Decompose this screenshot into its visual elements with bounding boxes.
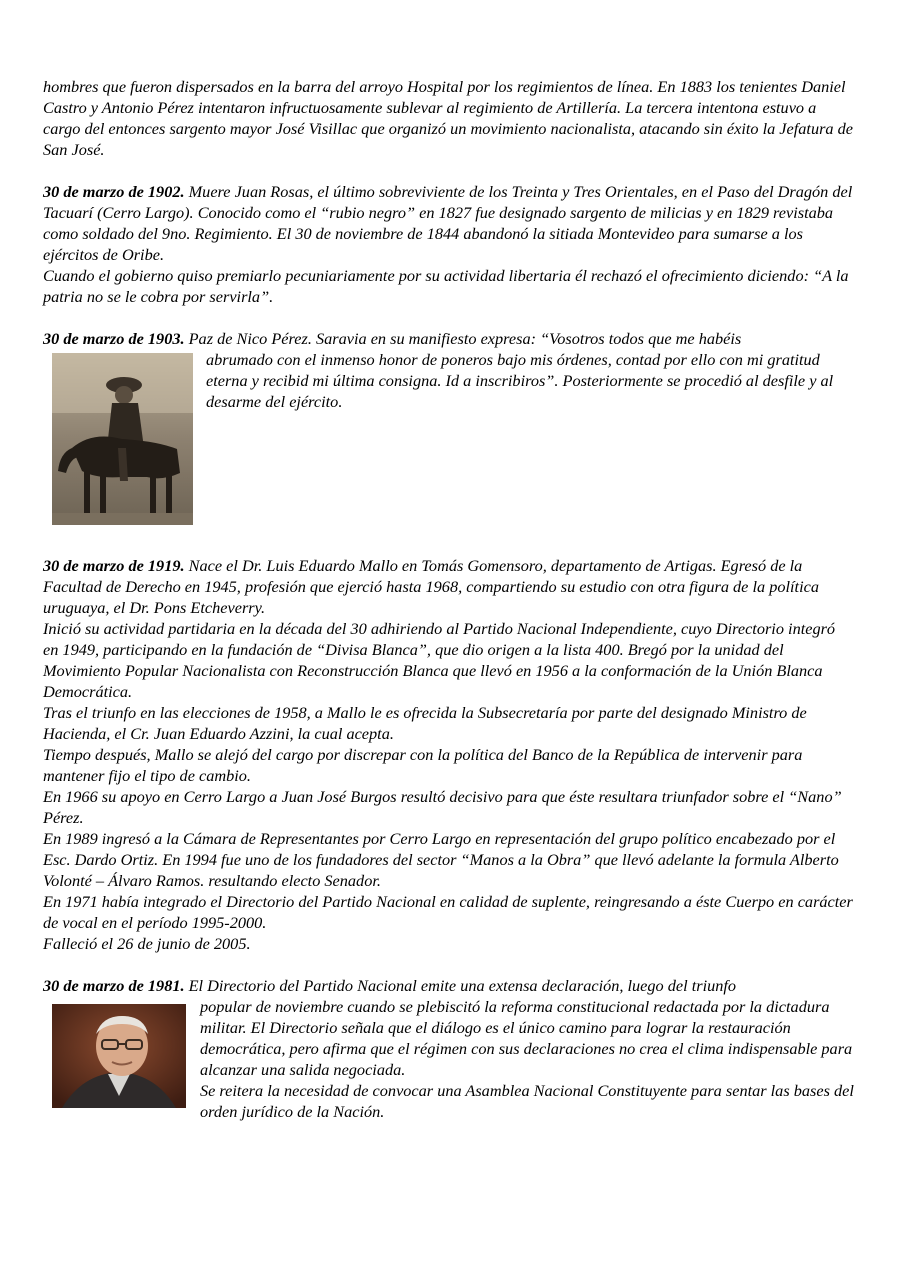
entry-1903 [43,328,853,349]
entry-paragraph: Cuando el gobierno quiso premiarlo pecuniariamente por su actividad libertaria él rechazó el ofrecimiento diciendo: “A la patria no se le cobra por servirla”. [43,266,849,306]
entry-paragraph: popular de noviembre cuando se plebiscitó la reforma constitucional redactada por la dictadura militar. El Directorio señala que el diálogo es el único camino para lograr la restauración democrática, pero afirma que el régimen con sus declaraciones no crea el clima indispensable para alcanzar una salida negociada. [200,997,853,1079]
paragraph-text: hombres que fueron dispersados en la barra del arroyo Hospital por los regimientos de línea. En 1883 los tenientes Daniel Castro y Antonio Pérez intentaron infructuosamente sublevar al regimiento de Artillería. La tercera intentona estuvo a cargo del entonces sargento mayor José Visillac que organizó un movimiento nacionalista, atacando sin éxito la Jefatura de San José. [43,77,854,159]
entry-paragraph [43,975,853,996]
entry-paragraph [43,181,853,265]
entry-1903-side-text [206,349,856,412]
entry-1981 [43,975,853,996]
entry-text: El Directorio del Partido Nacional emite una extensa declaración, luego del triunfo [184,976,737,995]
entry-paragraph [43,555,853,618]
entry-paragraph [43,328,853,349]
paragraph-continuation [43,76,853,160]
entry-1902 [43,181,853,307]
entry-paragraph: En 1966 su apoyo en Cerro Largo a Juan José Burgos resultó decisivo para que éste resultara triunfador sobre el “Nano” Pérez. [43,787,842,827]
entry-paragraph: En 1971 había integrado el Directorio del Partido Nacional en calidad de suplente, reingresando a éste Cuerpo en carácter de vocal en el período 1995-2000. [43,892,853,932]
entry-paragraph: Falleció el 26 de junio de 2005. [43,934,251,953]
horseman-photo [52,353,193,525]
entry-paragraph: En 1989 ingresó a la Cámara de Representantes por Cerro Largo en representación del grupo político encabezado por el Esc. Dardo Ortiz. En 1994 fue uno de los fundadores del sector “Manos a la Obra” que llevó adelante la formula Alberto Volonté – Álvaro Ramos. resultando electo Senador. [43,829,839,890]
entry-paragraph: Se reitera la necesidad de convocar una Asamblea Nacional Constituyente para sentar las bases del orden jurídico de la Nación. [200,1081,854,1121]
entry-date: 30 de marzo de 1919. [43,556,185,575]
entry-text: Paz de Nico Pérez. Saravia en su manifiesto expresa: “Vosotros todos que me habéis [184,329,742,348]
entry-date: 30 de marzo de 1981. [43,976,185,995]
entry-date: 30 de marzo de 1903. [43,329,185,348]
entry-paragraph: abrumado con el inmenso honor de poneros bajo mis órdenes, contad por ello con mi gratitud eterna y recibid mi última consigna. Id a inscribiros”. Posteriormente se procedió al desfile y al desarme del ejército. [206,350,834,411]
entry-date: 30 de marzo de 1902. [43,182,185,201]
entry-text: Muere Juan Rosas, el último sobreviviente de los Treinta y Tres Orientales, en el Paso del Dragón del Tacuarí (Cerro Largo). Conocido como el “rubio negro” en 1827 fue designado sargento de milicias y en 1829 revistaba como soldado del 9no. Regimiento. El 30 de noviembre de 1844 abandonó la sitiada Montevideo para sumarse a los ejércitos de Oribe. [43,182,853,264]
portrait-photo [52,1004,186,1108]
entry-1981-side-text [200,996,856,1122]
entry-paragraph: Tras el triunfo en las elecciones de 1958, a Mallo le es ofrecida la Subsecretaría por parte del designado Ministro de Hacienda, el Cr. Juan Eduardo Azzini, la cual acepta. [43,703,807,743]
entry-paragraph: Tiempo después, Mallo se alejó del cargo por discrepar con la política del Banco de la República de intervenir para mantener fijo el tipo de cambio. [43,745,803,785]
entry-text: Nace el Dr. Luis Eduardo Mallo en Tomás Gomensoro, departamento de Artigas. Egresó de la Facultad de Derecho en 1945, profesión que ejerció hasta 1968, compartiendo su estudio con otra figura de la política uruguaya, el Dr. Pons Etcheverry. [43,556,819,617]
entry-paragraph: Inició su actividad partidaria en la década del 30 adhiriendo al Partido Nacional Independiente, cuyo Directorio integró en 1949, participando en la fundación de “Divisa Blanca”, que dio origen a la lista 400. Bregó por la unidad del Movimiento Popular Nacionalista con Reconstrucción Blanca que llevó en 1956 a la conformación de la Unión Blanca Democrática. [43,619,836,701]
entry-1919 [43,555,853,954]
